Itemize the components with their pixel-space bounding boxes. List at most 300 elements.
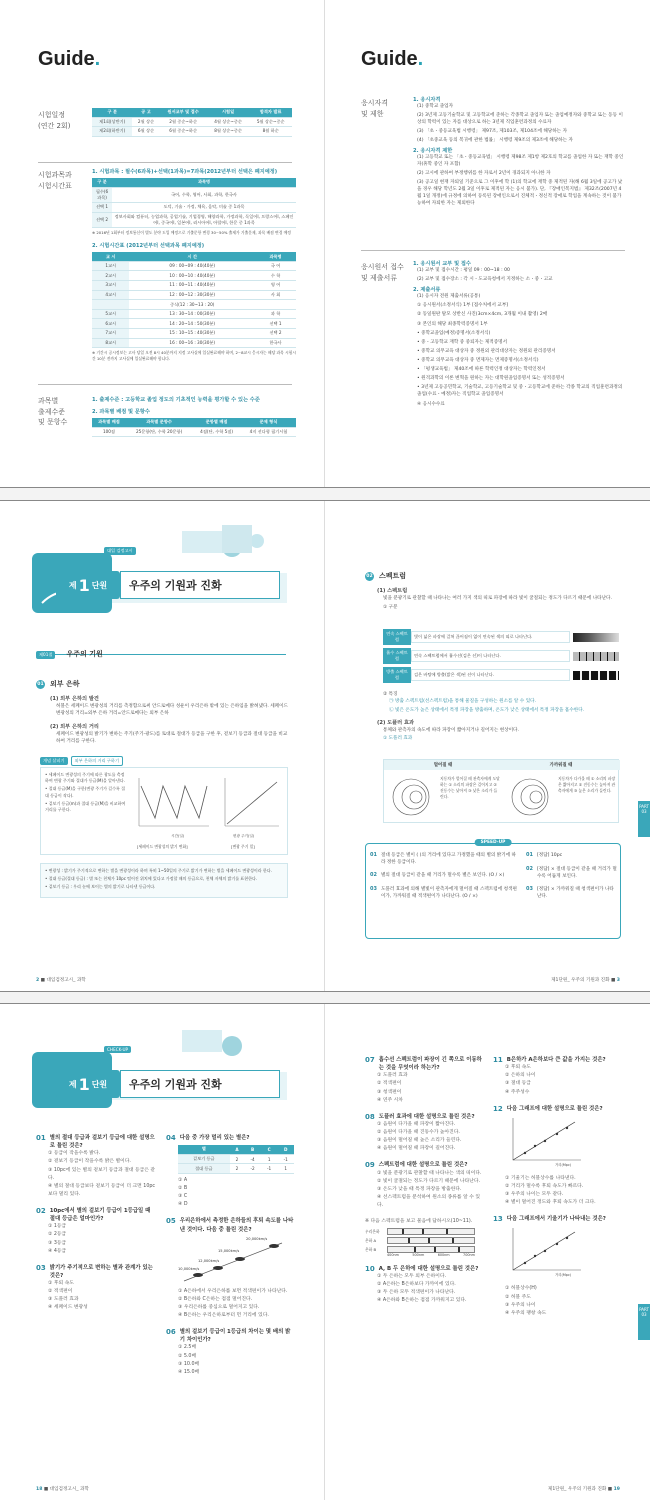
spec-sub1-text: 빛을 분광기로 관찰할 때 나타나는 여러 가지 색의 띠로 파장에 따라 빛이 굴절되는 정도가 다르기 때문에 나타난다. <box>383 596 612 602</box>
docs-item: • 3년제 고등공민학교, 기술학교, 고등기술학교 및 중・고등학교에 준하는 각종 학교의 직업훈련과정의 졸업(수료・예정)자는 직업학교 졸업증명서 <box>417 385 623 398</box>
question-option: ③ 우주의 나이 <box>505 1302 536 1308</box>
speedup-q-number: 03 <box>370 885 377 892</box>
question-option: ① 2.5배 <box>178 1345 197 1351</box>
question-option: ④ 15.0배 <box>178 1369 200 1375</box>
question-text: B은하가 A은하보다 큰 값을 가지는 것은? <box>506 1057 606 1063</box>
count-intro: 2. 과목별 배점 및 문항수 <box>92 409 150 415</box>
features-list <box>383 698 619 714</box>
galaxy-speed-label: 15,000km/s <box>218 1248 240 1253</box>
question-item <box>166 1134 294 1209</box>
spread-guide <box>0 0 650 488</box>
galaxy-mark <box>235 1257 245 1261</box>
count-table <box>92 418 296 437</box>
notes-box <box>40 863 288 898</box>
question-option: ① 1등급 <box>48 1224 67 1230</box>
question-option: ④ 선스펙트럼을 분석하여 원소의 종류를 알 수 있다. <box>377 1194 481 1209</box>
question-column-d <box>493 1056 619 1326</box>
speedup-a-number: 03 <box>526 885 533 892</box>
figure-bullet: • 겉보기 등급(m)과 절대 등급(M)을 비교하여 거리를 구한다. <box>45 800 126 812</box>
table-cell: 6월 상순 <box>132 127 159 137</box>
docs-item: (1) 응시자 전원 제출서류(공통) <box>417 294 481 300</box>
note-item: • 겉보기 등급 : 우리 눈에 보이는 별의 밝기로 나타낸 등급이다. <box>45 884 156 890</box>
table-cell: 국 어 <box>255 261 296 271</box>
table-header-cell: 교 시 <box>92 252 129 261</box>
speedup-a-text: [정답] 10pc <box>536 853 563 858</box>
question-option: ② 거리가 멀수록 후퇴 속도가 빠르다. <box>505 1183 584 1189</box>
table-cell: 6월 중순~하순 <box>160 127 207 137</box>
question-head <box>36 1207 156 1223</box>
absorption-line <box>452 1238 454 1243</box>
question-option: ② 겉보기 등급이 작을수록 밝은 별이다. <box>48 1159 131 1165</box>
question-item <box>365 1161 483 1210</box>
table-cell: 영 어 <box>255 281 296 291</box>
doppler-toward-text: 지동차가 다가올 때 ① 소리의 파장은 짧아지고 ② 진동수는 높아져 관측자에게 ③ 높은 소리가 들린다. <box>558 776 616 793</box>
spectrum-strip <box>573 652 619 661</box>
table-row <box>92 338 296 348</box>
galaxy-mark <box>193 1273 203 1277</box>
docs-item: • 「평생교육법」 제40조에 따른 학력인정 대상자는 학력인정서 <box>417 367 546 373</box>
question-option: ① 빛을 분광기로 관찰할 때 나타나는 색의 띠이다. <box>377 1170 482 1176</box>
question-option: ③ 도플러 효과 <box>48 1297 79 1303</box>
question-number: 09 <box>365 1161 375 1170</box>
star-table-cell: -2 <box>244 1164 261 1174</box>
question-text: A, B 두 은하에 대한 설명으로 틀린 것은? <box>378 1265 479 1272</box>
question-option: ① 후퇴 속도 <box>505 1065 531 1071</box>
section-title: 우주의 기원 <box>66 650 103 658</box>
table-row <box>92 203 296 213</box>
question-head <box>493 1105 619 1113</box>
question-option: ② 2등급 <box>48 1232 67 1238</box>
star-table-cell: -4 <box>244 1154 261 1164</box>
doppler-away-label: 멀어질 때 <box>384 760 502 770</box>
docs-item: • 중・고등학교 재학 중 중퇴자는 제적증명서 <box>417 339 508 345</box>
section-bar <box>36 641 286 658</box>
question-option: ② B <box>178 1186 188 1192</box>
fig-xlabel-right: 변광 주기(일) <box>233 834 255 838</box>
question-number: 08 <box>365 1112 375 1121</box>
star-table-cell: 1 <box>261 1154 278 1164</box>
limit-list <box>413 154 625 208</box>
table-row <box>92 212 296 228</box>
question-options <box>166 1344 294 1377</box>
question-option: ① 후퇴 속도 <box>48 1281 74 1287</box>
table-cell: 수 학 <box>255 271 296 281</box>
section-label-apply: 응시원서 접수 및 제출서류 <box>361 263 404 282</box>
spectrum-tick: 600nm <box>437 1253 450 1258</box>
topic2-title: 스펙트럼 <box>379 572 407 580</box>
question-option: ② 은하의 나이 <box>505 1073 536 1079</box>
question-option: ③ 음원이 멀어질 때 높은 소리가 들린다. <box>377 1138 462 1144</box>
data-point <box>534 1145 536 1147</box>
speedup-box <box>365 840 621 939</box>
table-cell: 12 : 00~12 : 30(30분) <box>129 290 255 300</box>
doppler-away-waves <box>388 774 438 820</box>
checkup-footer-right: 제1단원_ 우주의 기원과 진화 ■ 19 <box>547 1487 620 1492</box>
spectrum-compare-row <box>365 1228 483 1235</box>
docs-item: • 원격과학의 이론 변혁을 원하는 자는 대학원졸업증명서 또는 성적증명서 <box>417 376 565 382</box>
speedup-answers <box>526 852 618 906</box>
table-cell: 도덕, 기술・가정, 체육, 음악, 미술 중 1과목 <box>112 203 296 213</box>
spectrum-strip <box>573 671 619 680</box>
star-table-header: A <box>230 1145 245 1154</box>
question-text: 다음 그래프에 대한 설명으로 틀린 것은? <box>506 1105 603 1112</box>
checkup-chapter-number: 제 1 단원 <box>56 1070 120 1098</box>
hubble-graph-12 <box>505 1116 619 1172</box>
spectrum-kinds <box>383 629 619 686</box>
table-row <box>92 309 296 319</box>
question-option: ② 5.0배 <box>178 1353 197 1359</box>
absorption-line <box>458 1247 460 1252</box>
section-tag: 제01절 <box>36 651 55 659</box>
question-option: ④ 세페이드 변광성 <box>48 1305 88 1311</box>
spectrum-row <box>383 648 619 664</box>
question-options <box>493 1285 619 1318</box>
table-header-cell: 과목명 <box>112 178 296 187</box>
footer-right: 제1단원_ 우주의 기원과 진화 ■ 3 <box>551 978 620 983</box>
question-options <box>493 1175 619 1208</box>
limit-item: (1) 고등학교 또는 「초・중등교육법」 시행령 제98조 제1항 제2호의 학교를 졸업한 자 또는 재학 중인 자(휴학 중인 자 포함) <box>417 154 624 167</box>
speedup-q-number: 02 <box>370 872 377 879</box>
spectrum-tick: 500nm <box>412 1253 425 1258</box>
question-head <box>365 1265 483 1273</box>
figure-bullets <box>45 772 127 815</box>
apply-item: (2) 교부 및 접수장소 : 각 시・도교육청에서 지정하는 소・중・고교 <box>417 277 553 283</box>
spec-sub1-title: (1) 스펙트럼 <box>377 588 408 594</box>
question-option: ① 등급이 작을수록 밝다. <box>48 1151 101 1157</box>
table-header-cell: 구 분 <box>92 178 112 187</box>
table-cell: 16 : 00~16 : 30(30분) <box>129 338 255 348</box>
question-option: ④ 음원이 멀어질 때 파장이 길어진다. <box>377 1146 456 1152</box>
table-cell: 15 : 10~15 : 40(30분) <box>129 329 255 339</box>
topic-number: 01 <box>37 681 44 687</box>
docs-item: ④ 응시수수료 <box>417 401 445 407</box>
speedup-a-text: [정답] × 절대 등급이 같을 때 거리가 멀수록 어둡게 보인다. <box>536 866 617 879</box>
table-cell: 8월 상순~중순 <box>207 127 250 137</box>
question-text: 우리은하에서 측정한 은하들의 후퇴 속도를 나타낸 것이다. 다음 중 틀린 것은? <box>179 1218 294 1233</box>
question-option: ② 적색편이 <box>377 1081 402 1087</box>
topic2-number: 02 <box>366 573 373 579</box>
spectrum-row-strip <box>387 1228 475 1235</box>
guide-page-left <box>0 0 325 487</box>
table-cell: 25문항(단, 수학 20문항) <box>126 427 192 437</box>
question-item <box>493 1056 619 1097</box>
absorption-line <box>422 1229 424 1234</box>
data-point <box>566 1127 568 1129</box>
star-table-row <box>178 1164 294 1174</box>
checkup-page-left <box>0 1004 325 1500</box>
question-option: ③ 10.0배 <box>178 1361 200 1367</box>
absorption-line <box>414 1247 416 1252</box>
question-text: 별의 절대 등급과 겉보기 등급에 대한 설명으로 틀린 것은? <box>49 1135 155 1150</box>
star-table-header: 별 <box>178 1145 230 1154</box>
spectrum-row-label: 은하 A <box>365 1237 377 1243</box>
table-cell: 제1회(상반기) <box>92 117 132 127</box>
question-option: ④ A은하와 B은하는 점점 가까워지고 있다. <box>377 1298 467 1304</box>
table-cell: 과 학 <box>255 309 296 319</box>
table-cell: 선택 2 <box>255 329 296 339</box>
question-number: 13 <box>493 1215 503 1224</box>
table-cell <box>255 300 296 310</box>
doppler-label: ① 도플러 효과 <box>383 735 413 741</box>
galaxy-speed-label: 20,000km/s <box>246 1236 268 1241</box>
table-header-cell: 공 고 <box>132 108 159 117</box>
star-table-header: D <box>277 1145 294 1154</box>
question-item <box>36 1207 156 1256</box>
question-option: ④ 별의 절대 등급보다 겉보기 등급이 더 크면 10pc보다 멀리 있다. <box>48 1183 156 1197</box>
speedup-q-text: 별의 절대 등급이 같을 때 거리가 멀수록 별은 보인다. (O / ×) <box>380 873 505 879</box>
speedup-answer <box>526 852 618 860</box>
table-row <box>92 319 296 329</box>
table-cell: 09 : 00~09 : 40(40분) <box>129 261 255 271</box>
topic-heading <box>36 679 80 689</box>
table-cell: 4월 상순~중순 <box>207 117 250 127</box>
question-option: ④ B은하는 우리은하로부터 먼 거리에 있다. <box>178 1313 269 1319</box>
question-text: 밝기가 주기적으로 변하는 별과 관계가 있는 것은? <box>49 1264 153 1279</box>
question-text: 별의 겉보기 등급이 1등급의 차이는 몇 배의 밝기 차이인가? <box>179 1329 291 1344</box>
question-text: 다음 그래프에서 기울기가 나타내는 것은? <box>506 1216 606 1223</box>
galaxy-arrows <box>178 1237 288 1285</box>
question-option: ① 허블상수(H) <box>505 1286 537 1292</box>
spectrum-name: 흡수 스펙트럼 <box>383 648 411 664</box>
table-row <box>92 261 296 271</box>
table-cell: 8월 하순 <box>249 127 292 137</box>
speedup-q-text: 절대 등급은 별이 ( )의 거리에 있다고 가정했을 때의 별의 밝기에 따라 정한 등급이다. <box>380 853 516 866</box>
question-item <box>365 1113 483 1154</box>
docs-item: • 중학교 의무교육 대상자 중 정원외 관리대상자는 정원외 관리증명서 <box>417 348 556 354</box>
checkup-banner-art <box>32 1024 292 1114</box>
docs-list <box>413 293 625 407</box>
docs-item: ③ 본인의 해당 최종학력증명서 1부 <box>417 321 488 327</box>
guide-title: Guide. <box>38 48 101 70</box>
question-head <box>493 1056 619 1064</box>
subject-intro: 1. 시험과목 : 필수(6과목)+선택(1과목)=7과목(2012년부터 선택은 폐지예정) <box>92 169 278 175</box>
star-table <box>178 1145 294 1174</box>
data-point <box>534 1255 536 1257</box>
question-option: ③ 우리은하를 중심으로 멀어지고 있다. <box>178 1304 260 1310</box>
eligibility-item: (4) 「초중교육 등의 복귀에 관한 법률」 시행령 제9조의 제3조에 해당하는 자 <box>417 138 573 144</box>
fig-caption-right: [변광 주기 밀] <box>231 844 255 849</box>
question-options <box>36 1223 156 1256</box>
table-cell: 정보사회와 컴퓨터, 농업과학, 공업기술, 기업경영, 해양과학, 가정과학, 독일어Ⅰ, 프랑스어Ⅰ, 스페인어Ⅰ, 중국어Ⅰ, 일본어Ⅰ, 러시아어Ⅰ, 아랍어Ⅰ, 한문 중 1과목 <box>112 212 296 228</box>
limit-item: (2) 고시에 관하여 부정행위를 한 자로서 2년이 경과되지 아니한 자 <box>417 170 551 176</box>
table-header-cell: 과목명 <box>255 252 296 261</box>
note-item: • 절대 등급(절대 등급) : 별 또는 천체가 10pc 떨어진 위치에 있다고 가정할 때의 등급으로, 천체 자체의 밝기를 표현한다. <box>45 876 258 882</box>
table-cell: 3교시 <box>92 281 129 291</box>
note-item: • 변광성 : 밝기가 주기적으로 변하는 별을 변광성이라 하며 특히 1~50일의 주기로 밝기가 변하는 별을 세페이드 변광성이라 한다. <box>45 868 272 873</box>
speedup-question <box>370 852 520 866</box>
data-point <box>556 1243 558 1245</box>
part-tab-2: PART 03 <box>638 1304 650 1340</box>
question-number: 06 <box>166 1328 176 1337</box>
eligibility-head: 1. 응시자격 <box>413 97 441 103</box>
question-number: 12 <box>493 1104 503 1113</box>
question-head <box>365 1056 483 1072</box>
speedup-question <box>370 872 520 880</box>
table-header-cell: 원서교부 및 접수 <box>160 108 207 117</box>
question-option: ② 음원이 다가올 때 진동수가 높아진다. <box>377 1130 460 1136</box>
question-item <box>36 1134 156 1199</box>
question-option: ① 도플러 효과 <box>377 1073 408 1079</box>
spread-checkup <box>0 1003 650 1500</box>
chapter-title: 우주의 기원과 진화 <box>120 571 280 599</box>
absorption-line <box>428 1238 430 1243</box>
table-cell: 1교시 <box>92 261 129 271</box>
data-point <box>544 1250 546 1252</box>
absorption-line <box>434 1247 436 1252</box>
question-options <box>365 1170 483 1211</box>
question-item <box>493 1215 619 1318</box>
question-text: 다음 중 가장 멀리 있는 별은? <box>179 1135 250 1141</box>
section-label-schedule: 시험일정 (연간 2회) <box>38 111 71 130</box>
galaxy-mark <box>269 1244 279 1248</box>
question-options <box>493 1064 619 1097</box>
spectrum-ticks <box>387 1253 475 1258</box>
figure-heading <box>40 756 123 766</box>
table-cell: 10 : 00~10 : 40(40분) <box>129 271 255 281</box>
speedup-a-number: 01 <box>526 852 533 858</box>
docs-item: • 중학교 의무교육 대상자 중 면제자는 면제증명서(소정서식) <box>417 357 539 363</box>
galaxy-speed-label: 12,000km/s <box>198 1258 220 1263</box>
question-option: ③ 두 은하 모두 적색편이가 나타난다. <box>377 1290 456 1296</box>
table-cell: 5교시 <box>92 309 129 319</box>
table-row <box>92 271 296 281</box>
question-item <box>493 1105 619 1208</box>
question-number: 03 <box>36 1263 46 1272</box>
question-option: ① 기울기는 허블상수를 나타낸다. <box>505 1175 576 1181</box>
galaxy-speed-label: 10,000km/s <box>178 1266 200 1271</box>
star-table-wrap <box>178 1145 294 1174</box>
question-option: ④ 주주성수 <box>505 1089 530 1095</box>
figure-box <box>40 767 288 855</box>
doppler-text: 통체와 관측자의 속도에 따라 파장이 짧아지거나 길어지는 현상이다. <box>383 728 519 734</box>
figure-badge: 개념 살피기 <box>40 757 68 765</box>
section-label-eligibility: 응시자격 및 제한 <box>361 99 389 118</box>
question-head <box>365 1113 483 1121</box>
table-header-cell: 합격자 발표 <box>249 108 292 117</box>
table-header-cell: 구 분 <box>92 108 132 117</box>
question-option: ③ 3등급 <box>48 1240 67 1246</box>
question-option: ④ 우주의 팽창 속도 <box>505 1310 547 1316</box>
question-head <box>166 1217 294 1233</box>
period-luminosity-graph <box>219 774 283 834</box>
doppler-away-text: 지동차가 멀어질 때 관측자에게 도달하는 ① 소리의 파장은 길어지고 ② 진동수는 낮아져 ③ 낮은 소리가 들린다. <box>440 776 500 799</box>
features-label: ② 특징 <box>383 692 398 697</box>
figure-bullet: • 세페이드 변광성의 주기에 따른 광도를 측정하여 변광 주기와 절대가 등급(M)을 알아낸다. <box>45 772 125 784</box>
spectrum-compare-row <box>365 1237 483 1244</box>
subject-table <box>92 178 296 228</box>
question-column-a <box>36 1134 156 1321</box>
question-number: 01 <box>36 1134 46 1142</box>
table-cell: 선택 1 <box>92 203 112 213</box>
graph-xlabel: 거리(Mpc) <box>555 1273 572 1278</box>
data-point <box>566 1237 568 1239</box>
table-header-cell: 시 간 <box>129 252 255 261</box>
question-option: ④ 연주 시차 <box>377 1097 403 1103</box>
hubble-graph-13 <box>505 1226 619 1282</box>
graph-xlabel: 거리(Mpc) <box>555 1162 572 1167</box>
spectrum-name: 방출 스펙트럼 <box>383 667 411 683</box>
question-option: ① A은하에서 우리은하를 보면 적색편이가 나타난다. <box>178 1288 288 1294</box>
table-row <box>92 300 296 310</box>
question-item <box>365 1056 483 1105</box>
table-header-cell: 과목별 문항수 <box>126 418 192 427</box>
spectrum-row <box>383 629 619 645</box>
spectrum-row-strip <box>387 1237 475 1244</box>
speedup-q-text: 도플러 효과에 의해 별빛이 관측자에게 멀어질 때 스펙트럼에 청색편이가, 가까워질 때 적색편이가 나타난다. (O / ×) <box>380 886 517 900</box>
question-text: 도플러 효과에 대한 설명으로 틀린 것은? <box>378 1113 475 1120</box>
star-table-cell: 절대 등급 <box>178 1164 230 1174</box>
spec-kinds-label: ① 구분 <box>383 605 398 611</box>
table-cell: 8교시 <box>92 338 129 348</box>
question-head <box>36 1264 156 1280</box>
speedup-question <box>370 886 520 900</box>
footer-left: 2 ■ 대입검정고시_ 과학 <box>36 978 86 983</box>
eligibility-item: (2) 3년제 고등기술학교 및 고등학교에 준하는 각종학교 졸업자 또는 졸업예정자와 중학교 또는 동등 이상의 학력이 있는 자를 대상으로 하는 3년제 직업훈련과정의 수료자 <box>417 113 623 126</box>
lesson-page-left <box>0 501 325 991</box>
table-cell: 4교시 <box>92 290 129 300</box>
question-head <box>493 1215 619 1223</box>
spectrum-name: 연속 스펙트럼 <box>383 629 411 645</box>
data-point <box>544 1140 546 1142</box>
question-options <box>365 1072 483 1105</box>
docs-item: • 중학교졸업(예정)증명서(소정서식) <box>417 330 491 336</box>
question-options <box>365 1273 483 1306</box>
fig-xlabel-left: 시간(일) <box>171 834 185 838</box>
spectrum-row-label: 우리은하 <box>365 1228 380 1234</box>
spectrum-desc: 빛이 넓은 파장에 걸쳐 끊어짐이 없이 연속된 색의 띠로 나타난다. <box>411 631 570 643</box>
spectrum-desc: 검은 바탕에 방출(밝은 색)된 선이 나타난다. <box>411 669 570 681</box>
topic-title: 외부 은하 <box>50 680 80 688</box>
star-table-header: B <box>244 1145 261 1154</box>
table-row <box>92 187 296 203</box>
question-item <box>166 1217 294 1320</box>
table-cell: 6교시 <box>92 319 129 329</box>
cepheid-light-curve <box>133 774 213 834</box>
eligibility-list <box>413 103 625 145</box>
table-row <box>92 329 296 339</box>
section-label-subjects: 시험과목과 시험시간표 <box>38 171 72 190</box>
question-number: 07 <box>365 1056 375 1064</box>
feature-item: ㉠ 방출 스펙트럼(선스펙트럼)을 통해 물질을 구성하는 원소를 알 수 있다. <box>389 699 537 705</box>
guide-page-right <box>325 0 650 487</box>
question-option: ① A <box>178 1177 188 1183</box>
question-options <box>166 1177 294 1210</box>
spectrum-tick: 700nm <box>463 1253 475 1258</box>
question-option: ③ 청색편이 <box>377 1089 402 1095</box>
question-option: ① 음원이 다가올 때 파장이 짧아진다. <box>377 1121 456 1127</box>
table-cell: 사 회 <box>255 290 296 300</box>
absorption-line <box>402 1229 404 1234</box>
spectrum-row-strip <box>387 1246 475 1253</box>
timetable <box>92 252 296 348</box>
question-option: ③ 절대 등급 <box>505 1081 531 1087</box>
question-option: ③ 우주의 나이는 모두 같다. <box>505 1192 564 1198</box>
table-cell: 선택 1 <box>255 319 296 329</box>
star-table-cell: -1 <box>261 1164 278 1174</box>
spectrum-figure <box>365 1218 483 1258</box>
spectrum-compare-row <box>365 1246 483 1253</box>
eligibility-item: (3) 「초・중등교육법 시행령」 제97조, 제103조, 제104조에 해당하는 자 <box>417 129 568 135</box>
spread-chapter-intro <box>0 500 650 992</box>
data-point <box>524 1152 526 1154</box>
question-item <box>166 1328 294 1377</box>
topic2-heading <box>365 571 406 581</box>
data-point <box>556 1133 558 1135</box>
question-options <box>166 1288 294 1321</box>
speedup-q-number: 01 <box>370 852 377 858</box>
table-cell: 4지 선다형 필기시험 <box>241 427 296 437</box>
speedup-title: SPEED-UP <box>475 839 512 846</box>
